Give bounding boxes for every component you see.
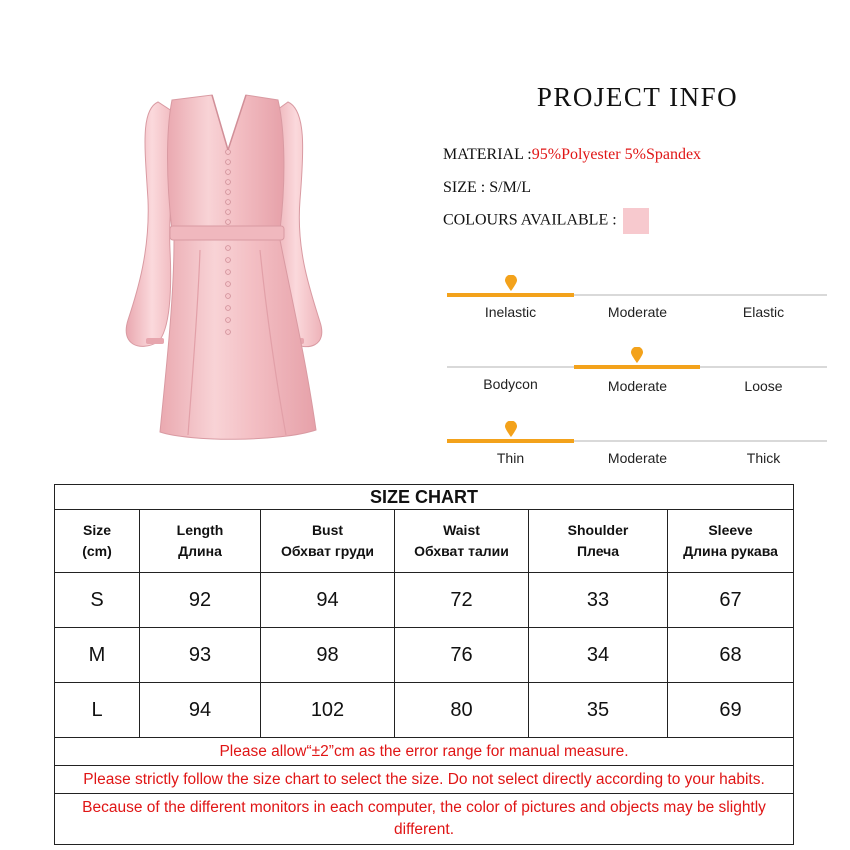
- table-cell: 94: [140, 683, 261, 738]
- fit-scale: [447, 347, 827, 394]
- column-header: Shoulder Плеча: [529, 510, 668, 573]
- note-row: [55, 738, 794, 766]
- thickness-scale: [447, 421, 827, 466]
- size-chart-header-row: [55, 510, 794, 573]
- table-cell: L: [55, 683, 140, 738]
- material-value: 95%Polyester 5%Spandex: [531, 146, 702, 163]
- colours-label: COLOURS AVAILABLE :: [443, 211, 617, 229]
- table-cell: M: [55, 628, 140, 683]
- size-line: SIZE : S/M/L: [443, 179, 532, 196]
- table-cell: S: [55, 573, 140, 628]
- pink-dress-illustration: [110, 90, 360, 450]
- column-header: Size (cm): [55, 510, 140, 573]
- material-label: MATERIAL :: [443, 146, 532, 163]
- table-row: [55, 573, 794, 628]
- scale-indicator-bar: [574, 365, 700, 369]
- table-cell: 92: [140, 573, 261, 628]
- scale-label: Elastic: [742, 304, 785, 320]
- table-cell: 34: [529, 628, 668, 683]
- material-line: [443, 146, 701, 164]
- scale-label: Moderate: [607, 378, 668, 394]
- column-header: Waist Обхват талии: [395, 510, 529, 573]
- column-header: Sleeve Длина рукава: [668, 510, 794, 573]
- colours-line: [443, 208, 649, 234]
- size-selection-note: Please strictly follow the size chart to select the size. Do not select directly according to your habits.: [55, 766, 794, 794]
- table-cell: 80: [395, 683, 529, 738]
- table-cell: 94: [261, 573, 395, 628]
- table-cell: 69: [668, 683, 794, 738]
- size-chart-title: SIZE CHART: [55, 485, 794, 510]
- scale-label: Moderate: [607, 304, 668, 320]
- scale-label: Loose: [744, 378, 783, 394]
- table-cell: 76: [395, 628, 529, 683]
- page-title: PROJECT INFO: [536, 82, 739, 112]
- table-cell: 93: [140, 628, 261, 683]
- color-difference-note: Because of the different monitors in each computer, the color of pictures and objects may be slightly different.: [55, 794, 794, 845]
- elasticity-scale: [447, 275, 827, 320]
- scale-indicator-bar: [447, 439, 574, 443]
- scale-indicator-bar: [447, 293, 574, 297]
- location-pin-icon: [505, 421, 517, 437]
- scale-label: Moderate: [607, 450, 668, 466]
- table-cell: 98: [261, 628, 395, 683]
- scale-label: Inelastic: [484, 304, 537, 320]
- scale-label: Thin: [496, 450, 525, 466]
- scale-label: Bodycon: [483, 376, 538, 392]
- colour-swatch[interactable]: [623, 208, 649, 234]
- note-row: [55, 794, 794, 845]
- measurement-error-note: Please allow“±2”cm as the error range for manual measure.: [55, 738, 794, 766]
- scale-label: Thick: [746, 450, 781, 466]
- table-cell: 67: [668, 573, 794, 628]
- note-row: [55, 766, 794, 794]
- location-pin-icon: [631, 347, 643, 363]
- table-cell: 68: [668, 628, 794, 683]
- table-cell: 72: [395, 573, 529, 628]
- table-cell: 33: [529, 573, 668, 628]
- column-header: Bust Обхват груди: [261, 510, 395, 573]
- product-image: [110, 90, 360, 450]
- table-cell: 102: [261, 683, 395, 738]
- column-header: Length Длина: [140, 510, 261, 573]
- table-row: [55, 628, 794, 683]
- table-row: [55, 683, 794, 738]
- table-cell: 35: [529, 683, 668, 738]
- location-pin-icon: [505, 275, 517, 291]
- size-chart-table: [54, 484, 794, 845]
